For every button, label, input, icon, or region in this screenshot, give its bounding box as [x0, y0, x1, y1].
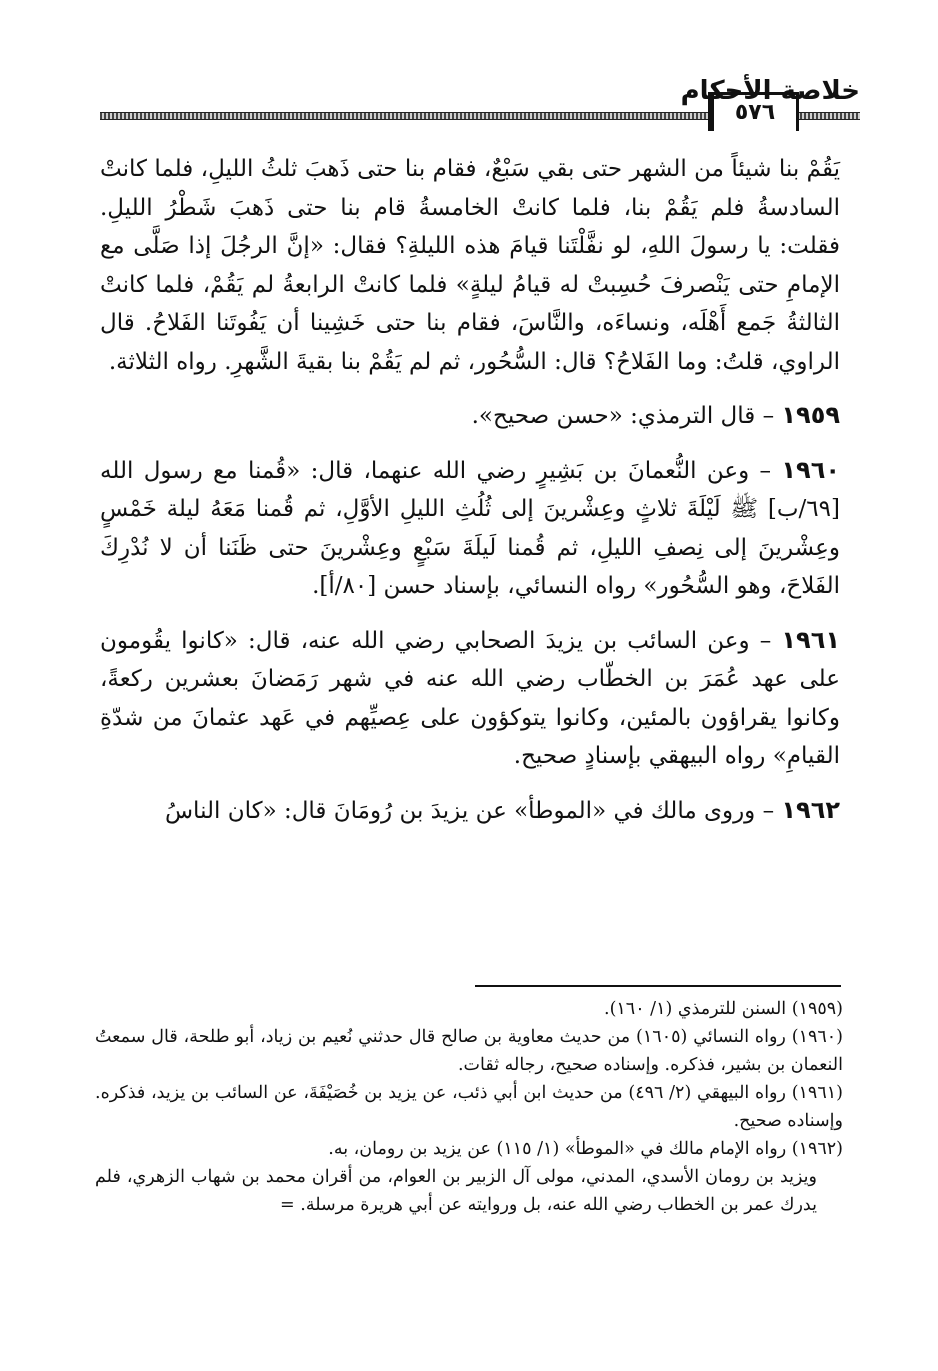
paragraph-text: يَقُمْ بنا شيئاً من الشهر حتى بقي سَبْعٌ، فقام بنا حتى ذَهبَ ثلثُ الليلِ، فلما كانتْ السادسةُ فلم يَقُمْ بنا، فلما كانتْ الخامسةُ قام بنا حتى ذَهبَ شَطْرُ الليلِ. فقلت: يا رسولَ اللهِ، لو نفَّلْتَنا قيامَ هذه الليلةِ؟ فقال: «إنَّ الرجُلَ إذا صَلَّى مع الإمامِ حتى يَنْصرفَ حُسِبتْ له قيامُ ليلةٍ» فلما كانتْ الرابعةُ لم يَقُمْ، فلما كانتْ الثالثةُ جَمع أَهْلَه، ونساءَه، والنَّاسَ، فقام بنا حتى خَشِينا أن يَفُوتَنا الفَلاحُ. قال الراوي، قلتُ: وما الفَلاحُ؟ قال: السُّحُور، ثم لم يَقُمْ بنا بقيةَ الشَّهرِ. رواه الثلاثة.	[100, 156, 840, 375]
page-header	[100, 70, 860, 130]
paragraph-text: – وعن النُّعمانَ بن بَشِيرٍ رضي الله عنهما، قال: «قُمنا مع رسول الله [٦٩/ب] ﷺ لَيْلَةَ ثلاثٍ وعِشْرينَ إلى ثُلُثِ الليلِ الأوَّلِ، ثم قُمنا مَعَهُ ليلة خَمْسٍ وعِشْرينَ إلى نِصفِ الليلِ، ثم قُمنا لَيلَةَ سَبْعٍ وعِشْرينَ حتى ظَنَنا أن لا نُدْرِكَ الفَلاحَ، وهو السُّحُور» رواه النسائي، بإسناد حسن [٨٠/أ].	[100, 457, 840, 599]
hadith-number: ١٩٦٠	[781, 455, 840, 484]
paragraph-1962	[100, 791, 840, 831]
paragraph-text: – وعن السائب بن يزيدَ الصحابي رضي الله عنه، قال: «كانوا يقُومون على عهد عُمَرَ بن الخطّاب رضي الله عنه في شهر رَمَضانَ بعشرين ركعةً، وكانوا يقراؤون بالمئين، وكانوا يتوكؤون على عِصيِّهم في عَهد عثمانَ من شدّةِ القيامِ» رواه البيهقي بإسنادٍ صحيح.	[100, 627, 840, 769]
paragraph-1960	[100, 451, 840, 606]
book-title: خلاصة الأحكام	[680, 76, 860, 106]
footnote-separator	[475, 985, 841, 987]
footnote-1960: (١٩٦٠) رواه النسائي (١٦٠٥) من حديث معاوية بن صالح قال حدثني نُعيم بن زياد، أبو طلحة، قال سمعتُ النعمان بن بشير، فذكره. وإسناده صحيح، رجاله ثقات.	[95, 1027, 843, 1075]
footnote-1961: (١٩٦١) رواه البيهقي (٢/ ٤٩٦) من حديث ابن أبي ذئب، عن يزيد بن خُصَيْفَةَ، عن السائب بن يزيد، فذكره. وإسناده صحيح.	[95, 1083, 843, 1131]
hadith-number: ١٩٦٢	[781, 795, 840, 824]
paragraph-continued	[100, 150, 840, 381]
page-number: ٥٧٦	[734, 100, 776, 125]
main-text	[100, 150, 840, 845]
paragraph-1959	[100, 396, 840, 436]
paragraph-text: – قال الترمذي: «حسن صحيح».	[471, 403, 775, 429]
paragraph-text: – وروى مالك في «الموطأ» عن يزيدَ بن رُومَانَ قال: «كان الناسُ	[164, 797, 775, 824]
paragraph-1961	[100, 621, 840, 776]
hadith-number: ١٩٥٩	[781, 401, 840, 429]
footnotes	[95, 995, 843, 1219]
footnote-1962: (١٩٦٢) رواه الإمام مالك في «الموطأ» (١/ ١١٥) عن يزيد بن رومان، به.	[328, 1139, 843, 1159]
footnote-1962-continued: ويزيد بن رومان الأسدي، المدني، مولى آل الزبير بن العوام، من أقران محمد بن شهاب الزهري، فلم يدرك عمر بن الخطاب رضي الله عنه، بل وروايته عن أبي هريرة مرسلة. =	[95, 1167, 817, 1215]
hadith-number: ١٩٦١	[781, 625, 840, 654]
footnote-1959: (١٩٥٩) السنن للترمذي (١/ ١٦٠).	[604, 999, 843, 1019]
